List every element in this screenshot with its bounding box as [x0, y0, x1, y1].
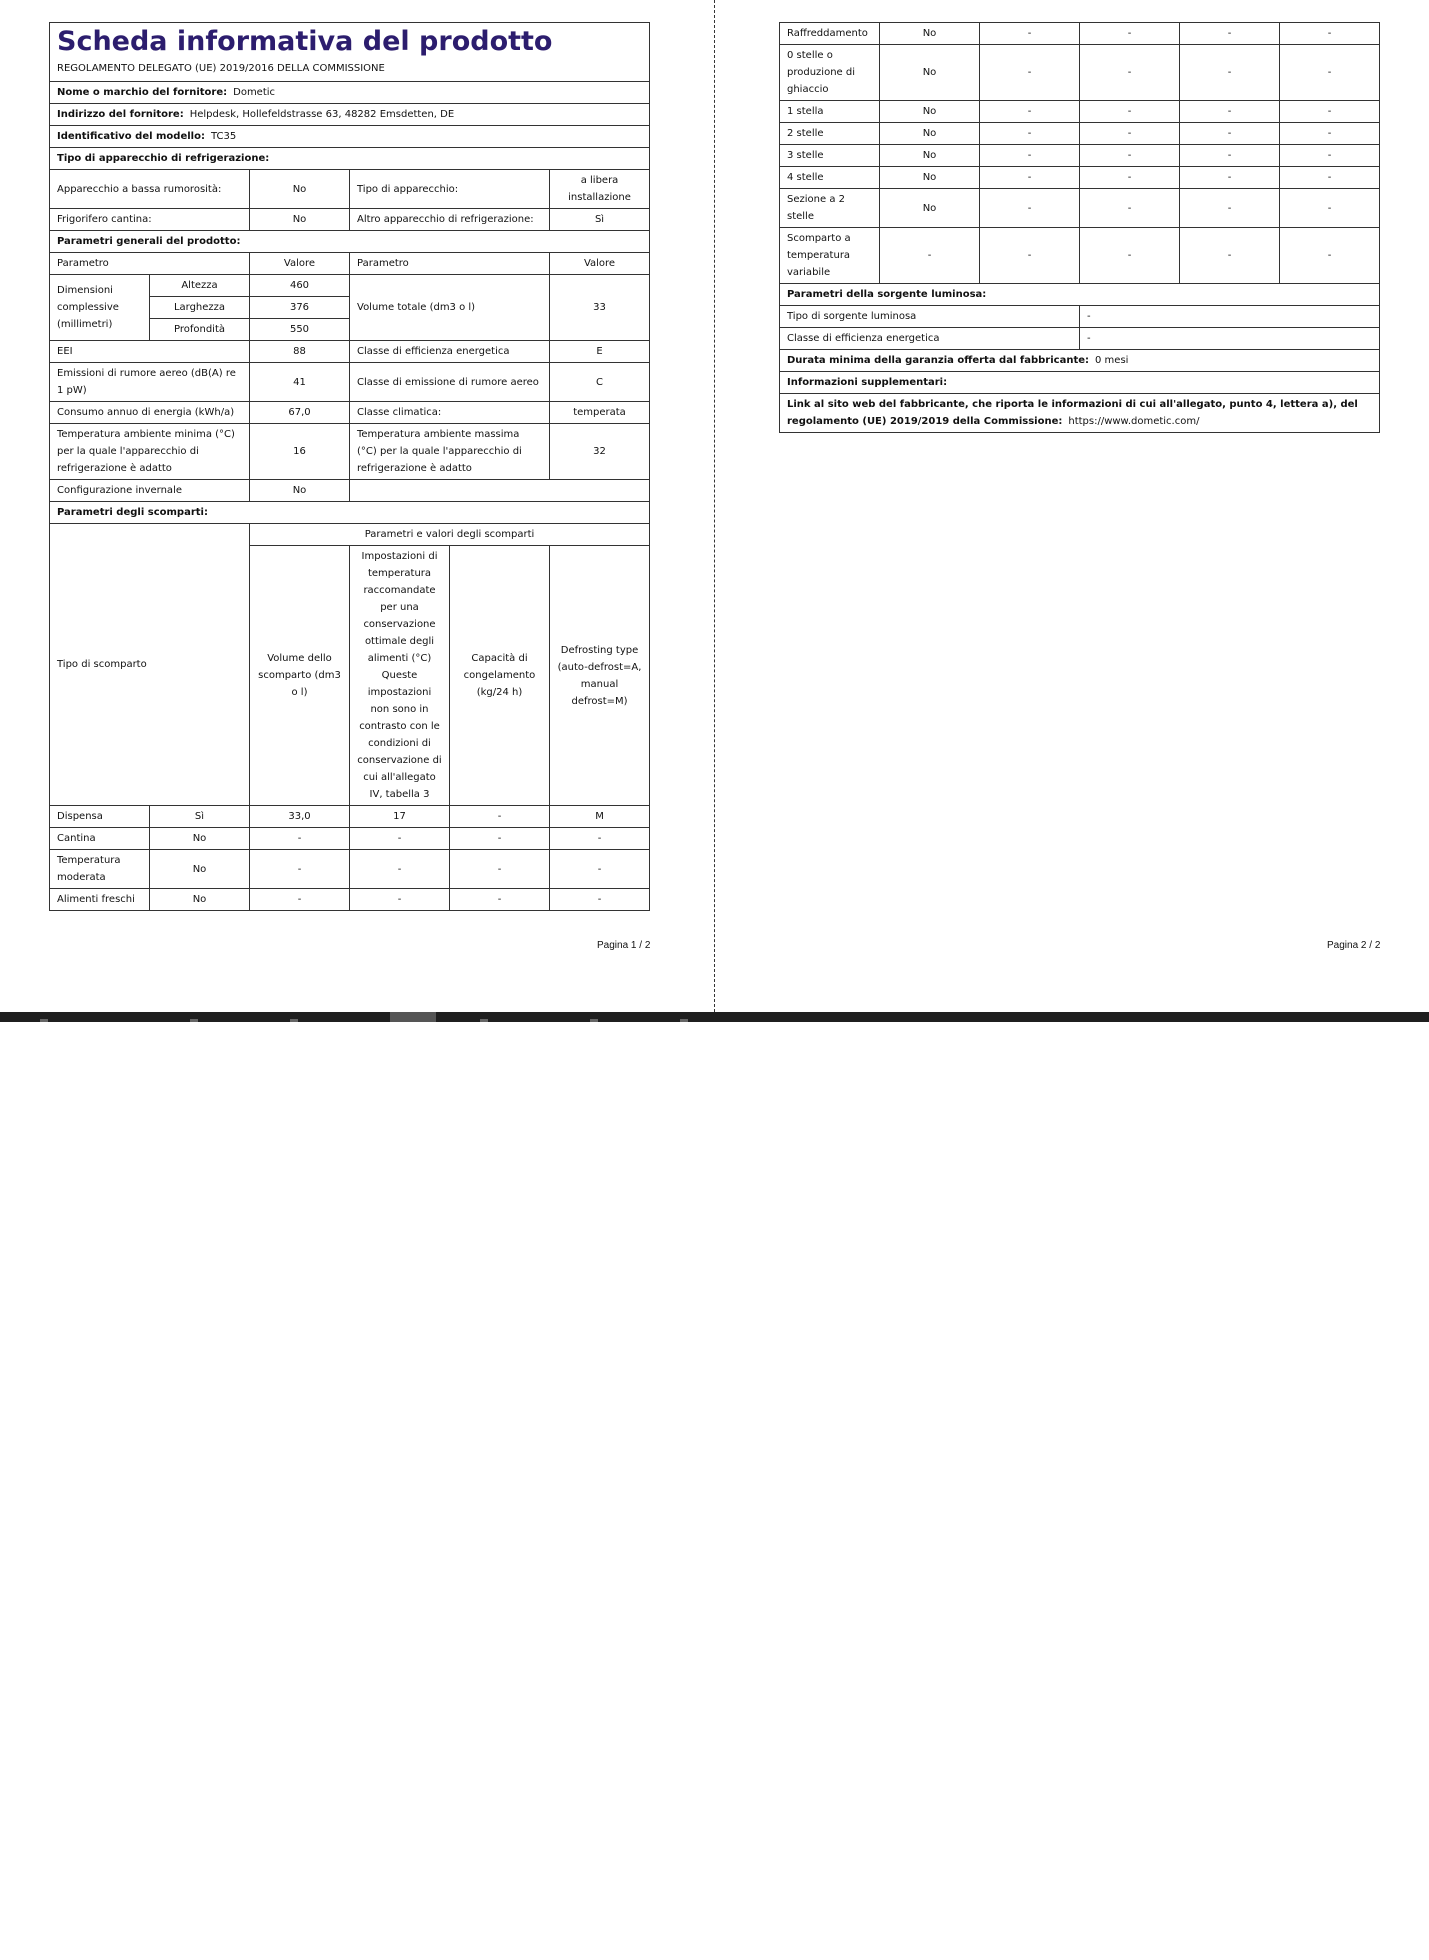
winter-value: No	[250, 480, 350, 502]
compartment-volume: -	[980, 228, 1080, 284]
eei-label: EEI	[50, 341, 250, 363]
compartment-freeze: -	[450, 828, 550, 850]
col-defrost: Defrosting type (auto-defrost=A, manual defrost=M)	[550, 546, 650, 806]
compartment-temp: -	[1080, 45, 1180, 101]
light-source-header: Parametri della sorgente luminosa:	[780, 284, 1380, 306]
depth-value: 550	[250, 319, 350, 341]
page-number: Pagina 1 / 2	[597, 940, 651, 951]
winter-label: Configurazione invernale	[50, 480, 250, 502]
compartment-temp: -	[350, 889, 450, 911]
supplier-address-row	[50, 104, 650, 126]
product-info-table-continued	[779, 22, 1380, 433]
warranty-row	[780, 350, 1380, 372]
energy-class-value: E	[550, 341, 650, 363]
compartment-present: No	[880, 145, 980, 167]
table-row	[50, 806, 650, 828]
compartment-present: No	[880, 189, 980, 228]
total-volume-label: Volume totale (dm3 o l)	[350, 275, 550, 341]
taskbar-icon[interactable]	[290, 1019, 298, 1022]
link-label: Link al sito web del fabbricante, che riporta le informazioni di cui all'allegato, punto 4, lettera a), del regolamento (UE) 2019/2019 della Commissione:	[787, 399, 1358, 427]
header-cell	[50, 23, 650, 82]
compartment-defrost: -	[1280, 189, 1380, 228]
min-temp-label: Temperatura ambiente minima (°C) per la quale l'apparecchio di refrigerazione è adatto	[50, 424, 250, 480]
compartment-name: Alimenti freschi	[50, 889, 150, 911]
compartment-name: 0 stelle o produzione di ghiaccio	[780, 45, 880, 101]
noise-label: Emissioni di rumore aereo (dB(A) re 1 pW)	[50, 363, 250, 402]
total-volume-value: 33	[550, 275, 650, 341]
compartment-defrost: -	[1280, 167, 1380, 189]
compartment-volume: -	[980, 123, 1080, 145]
supplier-address-value: Helpdesk, Hollefeldstrasse 63, 48282 Emsdetten, DE	[189, 109, 455, 120]
table-row	[780, 167, 1380, 189]
table-row	[50, 828, 650, 850]
compartment-name: 3 stelle	[780, 145, 880, 167]
compartment-volume: -	[980, 189, 1080, 228]
max-temp-value: 32	[550, 424, 650, 480]
compartment-defrost: -	[1280, 123, 1380, 145]
light-class-value: -	[1080, 328, 1380, 350]
link-row	[780, 394, 1380, 433]
wine-value: No	[250, 209, 350, 231]
min-temp-value: 16	[250, 424, 350, 480]
regulation-text: REGOLAMENTO DELEGATO (UE) 2019/2016 DELLA COMMISSIONE	[57, 63, 385, 74]
taskbar-icon[interactable]	[480, 1019, 488, 1022]
col-temp: Impostazioni di temperatura raccomandate per una conservazione ottimale degli alimenti (°C) Queste impostazioni non sono in contrasto con le condizioni di conservazione di cui all'allegato IV, tabella 3	[350, 546, 450, 806]
table-row	[780, 123, 1380, 145]
compartment-volume: 33,0	[250, 806, 350, 828]
depth-label: Profondità	[150, 319, 250, 341]
compartment-freeze: -	[450, 889, 550, 911]
compartment-present: No	[150, 828, 250, 850]
compartment-defrost: -	[550, 889, 650, 911]
climate-class-label: Classe climatica:	[350, 402, 550, 424]
document-page-1	[0, 0, 714, 1012]
compartment-present: No	[150, 889, 250, 911]
compartment-name: Dispensa	[50, 806, 150, 828]
supplier-name-value: Dometic	[233, 87, 276, 98]
table-row	[780, 101, 1380, 123]
compartment-freeze: -	[1180, 101, 1280, 123]
compartment-volume: -	[980, 45, 1080, 101]
compartment-defrost: -	[1280, 45, 1380, 101]
compartment-volume: -	[250, 828, 350, 850]
compartment-present: No	[880, 167, 980, 189]
extra-info-header: Informazioni supplementari:	[780, 372, 1380, 394]
other-appliance-label: Altro apparecchio di refrigerazione:	[350, 209, 550, 231]
value-col-header-2: Valore	[550, 253, 650, 275]
param-col-header-2: Parametro	[350, 253, 550, 275]
low-noise-label: Apparecchio a bassa rumorosità:	[50, 170, 250, 209]
page-title: Scheda informativa del prodotto	[57, 26, 553, 57]
compartment-name: Raffreddamento	[780, 23, 880, 45]
compartment-defrost: -	[1280, 145, 1380, 167]
climate-class-value: temperata	[550, 402, 650, 424]
compartment-name: Cantina	[50, 828, 150, 850]
light-class-label: Classe di efficienza energetica	[780, 328, 1080, 350]
compartments-header: Parametri degli scomparti:	[50, 502, 650, 524]
compartment-name: Scomparto a temperatura variabile	[780, 228, 880, 284]
annual-energy-label: Consumo annuo di energia (kWh/a)	[50, 402, 250, 424]
other-appliance-value: Sì	[550, 209, 650, 231]
compartment-present: -	[880, 228, 980, 284]
taskbar-icon[interactable]	[190, 1019, 198, 1022]
wine-label: Frigorifero cantina:	[50, 209, 250, 231]
compartment-freeze: -	[1180, 23, 1280, 45]
compartment-freeze: -	[1180, 228, 1280, 284]
compartment-temp: -	[1080, 101, 1180, 123]
compartment-volume: -	[980, 167, 1080, 189]
compartment-name: Temperatura moderata	[50, 850, 150, 889]
compartment-volume: -	[250, 850, 350, 889]
dimensions-label: Dimensioni complessive (millimetri)	[50, 275, 150, 341]
value-col-header: Valore	[250, 253, 350, 275]
taskbar-icon[interactable]	[40, 1019, 48, 1022]
model-label: Identificativo del modello:	[57, 131, 205, 142]
compartment-volume: -	[250, 889, 350, 911]
compartment-freeze: -	[450, 806, 550, 828]
col-freeze: Capacità di congelamento (kg/24 h)	[450, 546, 550, 806]
compartment-defrost: -	[1280, 101, 1380, 123]
appliance-type-value: a libera installazione	[550, 170, 650, 209]
general-params-header: Parametri generali del prodotto:	[50, 231, 650, 253]
compartment-freeze: -	[1180, 167, 1280, 189]
taskbar-icon[interactable]	[590, 1019, 598, 1022]
compartment-present: No	[150, 850, 250, 889]
compartment-params-col: Parametri e valori degli scomparti	[250, 524, 650, 546]
compartment-freeze: -	[450, 850, 550, 889]
compartment-temp: -	[1080, 123, 1180, 145]
col-volume: Volume dello scomparto (dm3 o l)	[250, 546, 350, 806]
taskbar-active-app[interactable]	[390, 1012, 436, 1022]
compartment-present: No	[880, 23, 980, 45]
width-label: Larghezza	[150, 297, 250, 319]
table-row	[50, 850, 650, 889]
appliance-type-header: Tipo di apparecchio di refrigerazione:	[50, 148, 650, 170]
page-number: Pagina 2 / 2	[1327, 940, 1381, 951]
compartment-freeze: -	[1180, 145, 1280, 167]
compartment-temp: -	[1080, 189, 1180, 228]
param-col-header: Parametro	[50, 253, 250, 275]
compartment-present: No	[880, 123, 980, 145]
width-value: 376	[250, 297, 350, 319]
compartment-name: 1 stella	[780, 101, 880, 123]
compartment-volume: -	[980, 145, 1080, 167]
table-row	[780, 145, 1380, 167]
compartment-temp: -	[1080, 167, 1180, 189]
warranty-label: Durata minima della garanzia offerta dal fabbricante:	[787, 355, 1090, 366]
compartment-defrost: M	[550, 806, 650, 828]
model-value: TC35	[210, 131, 237, 142]
supplier-address-label: Indirizzo del fornitore:	[57, 109, 184, 120]
table-row	[780, 189, 1380, 228]
compartment-freeze: -	[1180, 123, 1280, 145]
supplier-name-label: Nome o marchio del fornitore:	[57, 87, 228, 98]
compartment-present: No	[880, 45, 980, 101]
table-row	[50, 889, 650, 911]
product-info-table	[49, 22, 650, 911]
height-value: 460	[250, 275, 350, 297]
warranty-value: 0 mesi	[1095, 355, 1129, 366]
compartment-temp: -	[1080, 228, 1180, 284]
energy-class-label: Classe di efficienza energetica	[350, 341, 550, 363]
compartment-name: Sezione a 2 stelle	[780, 189, 880, 228]
manufacturer-link[interactable]: https://www.dometic.com/	[1068, 416, 1200, 427]
compartment-temp: 17	[350, 806, 450, 828]
height-label: Altezza	[150, 275, 250, 297]
compartment-freeze: -	[1180, 189, 1280, 228]
noise-value: 41	[250, 363, 350, 402]
compartment-present: Sì	[150, 806, 250, 828]
light-type-value: -	[1080, 306, 1380, 328]
noise-class-label: Classe di emissione di rumore aereo	[350, 363, 550, 402]
light-type-label: Tipo di sorgente luminosa	[780, 306, 1080, 328]
compartment-temp: -	[350, 850, 450, 889]
compartment-temp: -	[1080, 145, 1180, 167]
compartment-name: 4 stelle	[780, 167, 880, 189]
table-row	[780, 45, 1380, 101]
taskbar	[0, 1012, 1429, 1022]
table-row	[780, 228, 1380, 284]
compartment-volume: -	[980, 101, 1080, 123]
supplier-name-row	[50, 82, 650, 104]
compartment-defrost: -	[1280, 23, 1380, 45]
table-row	[780, 23, 1380, 45]
compartment-present: No	[880, 101, 980, 123]
compartment-temp: -	[350, 828, 450, 850]
max-temp-label: Temperatura ambiente massima (°C) per la quale l'apparecchio di refrigerazione è adatto	[350, 424, 550, 480]
compartment-freeze: -	[1180, 45, 1280, 101]
compartment-defrost: -	[1280, 228, 1380, 284]
taskbar-icon[interactable]	[680, 1019, 688, 1022]
annual-energy-value: 67,0	[250, 402, 350, 424]
compartment-defrost: -	[550, 828, 650, 850]
compartment-volume: -	[980, 23, 1080, 45]
compartment-type-col: Tipo di scomparto	[50, 524, 250, 806]
eei-value: 88	[250, 341, 350, 363]
model-row	[50, 126, 650, 148]
empty-cell	[350, 480, 650, 502]
document-page-2	[715, 0, 1429, 1012]
compartment-defrost: -	[550, 850, 650, 889]
compartment-temp: -	[1080, 23, 1180, 45]
appliance-type-label: Tipo di apparecchio:	[350, 170, 550, 209]
noise-class-value: C	[550, 363, 650, 402]
low-noise-value: No	[250, 170, 350, 209]
compartment-name: 2 stelle	[780, 123, 880, 145]
